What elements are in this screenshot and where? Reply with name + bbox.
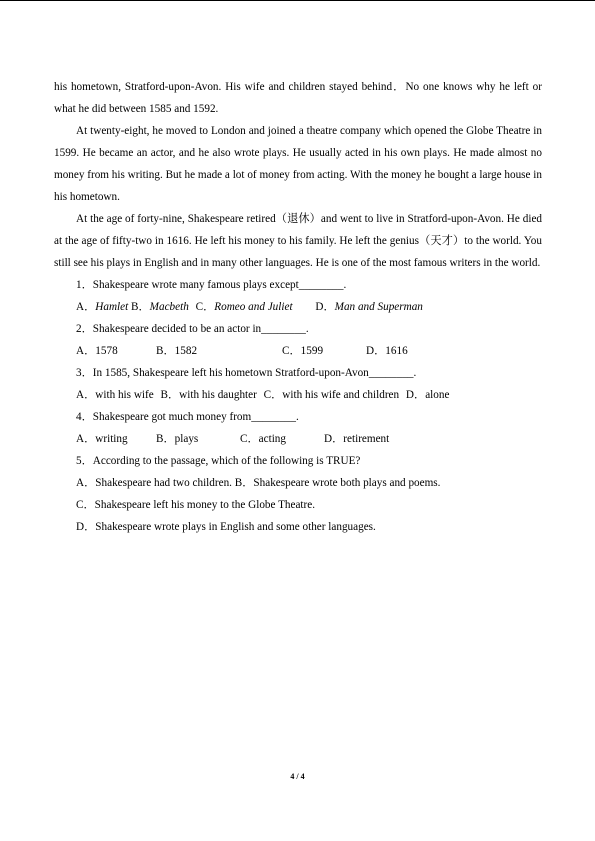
- q1-option-c: Romeo and Juliet: [214, 301, 293, 313]
- q2-option-b: 1582: [174, 345, 198, 357]
- q4-option-c: acting: [258, 433, 286, 445]
- q5-option-d: Shakespeare wrote plays in English and some other languages.: [95, 521, 376, 533]
- question-2-options: [54, 340, 542, 362]
- q2-option-b-label: B．: [156, 345, 175, 357]
- q4-option-d-label: D．: [324, 433, 344, 445]
- q5-option-a-label: A．: [76, 477, 96, 489]
- q3-option-c: with his wife and children: [282, 389, 400, 401]
- q1-option-a-label: A．: [76, 301, 96, 313]
- passage-paragraph-2: At twenty-eight, he moved to London and joined a theatre company which opened the Globe Theatre in 1599. He became an actor, and he also wrote plays. He usually acted in his own plays. He made almost no money from his writing. But he made a lot of money from acting. With the money he bought a large house in his hometown.: [54, 125, 542, 203]
- q3-option-c-label: C．: [263, 389, 283, 401]
- q2-option-d-label: D．: [366, 345, 386, 357]
- q2-option-c: 1599: [300, 345, 324, 357]
- q1-option-a: Hamlet: [95, 301, 129, 313]
- q1-option-c-label: C．: [195, 301, 215, 313]
- question-5-option-c-line: [54, 494, 542, 516]
- page-content: [54, 76, 542, 538]
- top-border-line: [0, 0, 595, 1]
- q5-option-b: Shakespeare wrote both plays and poems.: [253, 477, 441, 489]
- q3-option-a-label: A．: [76, 389, 96, 401]
- q2-option-d: 1616: [385, 345, 408, 357]
- q4-option-a: writing: [95, 433, 128, 445]
- q1-option-d-label: D．: [315, 301, 335, 313]
- q4-option-b: plays: [174, 433, 199, 445]
- q2-option-a-label: A．: [76, 345, 96, 357]
- q5-option-c-label: C．: [76, 499, 95, 511]
- q3-option-b: with his daughter: [179, 389, 257, 401]
- question-4-options: [54, 428, 542, 450]
- page-number: 4 / 4: [290, 772, 305, 781]
- q1-option-b-label: B．: [131, 301, 150, 313]
- question-3-stem: 3．In 1585, Shakespeare left his hometown Stratford-upon-Avon________.: [76, 367, 417, 379]
- q3-option-b-label: B．: [160, 389, 180, 401]
- passage-paragraph-1: his hometown, Stratford-upon-Avon. His wife and children stayed behind．No one knows why he left or what he did between 1585 and 1592.: [54, 81, 542, 115]
- q4-option-d: retirement: [343, 433, 390, 445]
- q4-option-c-label: C．: [240, 433, 259, 445]
- question-5-stem: 5．According to the passage, which of the following is TRUE?: [76, 455, 361, 467]
- q2-option-c-label: C．: [282, 345, 301, 357]
- question-2-stem: 2．Shakespeare decided to be an actor in________.: [76, 323, 309, 335]
- q5-option-d-label: D．: [76, 521, 96, 533]
- question-3-options: [54, 384, 542, 406]
- q2-option-a: 1578: [95, 345, 118, 357]
- q5-option-c: Shakespeare left his money to the Globe Theatre.: [94, 499, 316, 511]
- q3-option-d-label: D．: [405, 389, 426, 401]
- q5-option-a: Shakespeare had two children.: [95, 477, 232, 489]
- q3-option-a: with his wife: [95, 389, 154, 401]
- question-5-option-d-line: [54, 516, 542, 538]
- q3-option-d: alone: [425, 389, 450, 401]
- q4-option-b-label: B．: [156, 433, 175, 445]
- question-5-options-ab: [54, 472, 542, 494]
- question-1-options: [54, 296, 542, 318]
- question-4-stem: 4．Shakespeare got much money from________.: [76, 411, 299, 423]
- question-1-stem: 1．Shakespeare wrote many famous plays except________.: [76, 279, 347, 291]
- q1-option-b: Macbeth: [149, 301, 189, 313]
- q1-option-d: Man and Superman: [334, 301, 423, 313]
- passage-paragraph-3: At the age of forty-nine, Shakespeare retired（退休）and went to live in Stratford-upon-Avon. He died at the age of fifty-two in 1616. He left his money to his family. He left the genius（天才）to the world. You still see his plays in English and in many other languages. He is one of the most famous writers in the world.: [54, 213, 542, 269]
- q4-option-a-label: A．: [76, 433, 96, 445]
- q5-option-b-label: B．: [234, 477, 254, 489]
